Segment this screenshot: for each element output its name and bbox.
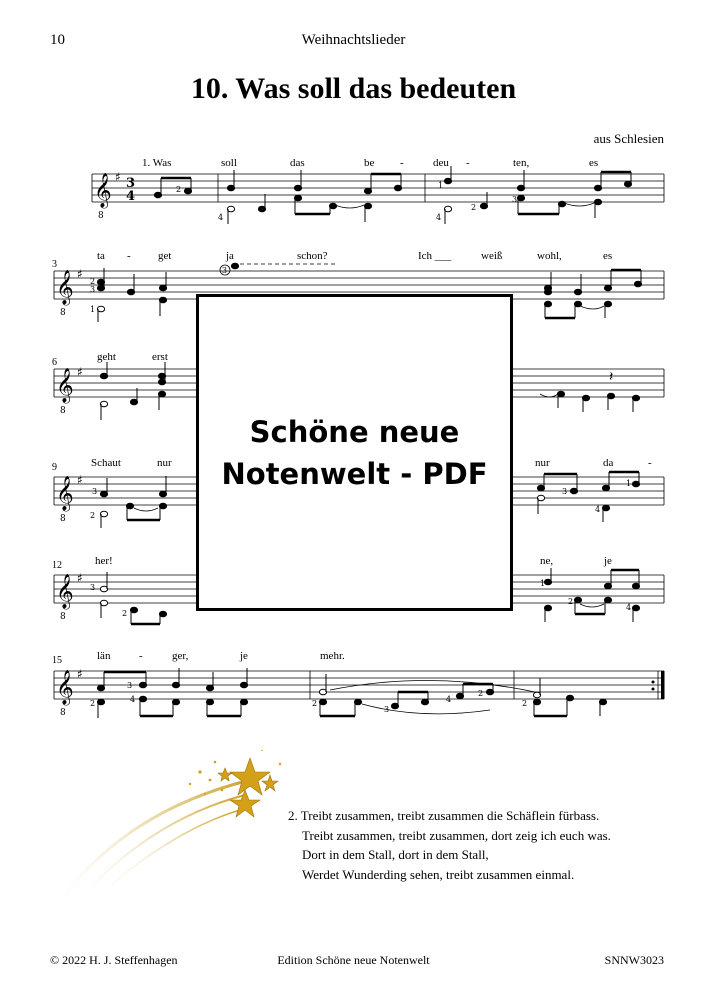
preview-watermark-box (196, 294, 513, 611)
shooting-star-icon (40, 750, 290, 920)
preview-watermark-line-2: Notenwelt - PDF (221, 456, 488, 491)
lyric-syllable: län (97, 650, 111, 662)
lyric-syllable: es (603, 250, 613, 262)
svg-text:♯: ♯ (77, 667, 83, 681)
svg-text:♯: ♯ (77, 267, 83, 281)
lyric-syllable: je (604, 555, 612, 567)
svg-text:2: 2 (90, 699, 96, 708)
lyric-syllable: - (139, 650, 143, 662)
svg-text:3: 3 (562, 487, 568, 496)
svg-text:4: 4 (218, 213, 224, 222)
measure-number: 12 (52, 560, 62, 571)
lyric-syllable: - (127, 250, 131, 262)
svg-text:2: 2 (522, 699, 528, 708)
svg-text:2: 2 (568, 597, 574, 606)
svg-text:4: 4 (446, 695, 452, 704)
lyric-syllable: Ich ___ (418, 250, 452, 262)
svg-text:♯: ♯ (77, 571, 83, 585)
footer-copyright: © 2022 H. J. Steffenhagen (50, 953, 178, 967)
svg-text:1: 1 (540, 579, 546, 588)
svg-text:4: 4 (436, 213, 442, 222)
svg-text:𝄞: 𝄞 (56, 476, 74, 511)
lyric-syllable: geht (97, 351, 116, 363)
verse-line: Treibt zusammen, treibt zusammen, dort zeig ich euch was. (302, 827, 611, 843)
preview-watermark-line-1: Schöne neue (249, 414, 460, 449)
svg-text:3: 3 (512, 195, 518, 204)
running-title: Weihnachtslieder (301, 32, 406, 48)
footer-catalog-number: SNNW3023 (604, 953, 664, 967)
svg-text:2: 2 (176, 185, 182, 194)
svg-text:4: 4 (626, 603, 632, 612)
lyric-syllable: weiß (481, 250, 503, 262)
lyric-syllable: schon? (297, 250, 328, 262)
page-number: 10 (50, 32, 65, 48)
lyric-syllable: - (466, 157, 470, 169)
svg-text:♯: ♯ (77, 473, 83, 487)
song-origin: aus Schlesien (593, 131, 664, 146)
lyric-syllable: ger, (172, 650, 189, 662)
svg-text:2: 2 (90, 277, 96, 286)
svg-text:1: 1 (626, 479, 632, 488)
lyric-syllable: mehr. (320, 650, 345, 662)
svg-text:𝄞: 𝄞 (56, 270, 74, 305)
verse-line: 2. Treibt zusammen, treibt zusammen die Schäflein fürbass. (288, 808, 600, 823)
svg-text:1: 1 (438, 181, 444, 190)
svg-text:2: 2 (312, 699, 318, 708)
svg-text:8: 8 (60, 406, 66, 416)
svg-text:2: 2 (478, 689, 484, 698)
lyric-syllable: nur (157, 457, 172, 469)
svg-text:4: 4 (126, 189, 136, 204)
svg-text:♯: ♯ (115, 170, 121, 184)
svg-text:3: 3 (90, 583, 96, 592)
lyric-syllable: soll (221, 157, 237, 169)
lyric-syllable: ta (97, 250, 105, 262)
svg-text:3: 3 (222, 266, 228, 275)
lyric-syllable: wohl, (537, 250, 562, 262)
svg-text:4: 4 (595, 505, 601, 514)
lyric-syllable: erst (152, 351, 168, 363)
staff-system-6 (0, 662, 707, 724)
lyric-syllable: her! (95, 555, 113, 567)
lyric-syllable: deu (433, 157, 449, 169)
measure-number: 6 (52, 357, 57, 368)
svg-text:3: 3 (90, 285, 96, 294)
staff-system-1 (0, 164, 707, 224)
svg-text:3: 3 (127, 681, 133, 690)
lyric-syllable: ten, (513, 157, 530, 169)
svg-text:3: 3 (126, 176, 136, 191)
verse-line: Werdet Wunderding sehen, treibt zusammen einmal. (302, 866, 575, 882)
measure-number: 15 (52, 655, 62, 666)
svg-text:8: 8 (98, 211, 104, 221)
lyric-syllable: da (603, 457, 614, 469)
svg-text:♯: ♯ (77, 365, 83, 379)
lyric-syllable: ja (226, 250, 234, 262)
lyric-syllable: ne, (540, 555, 554, 567)
svg-text:4: 4 (130, 695, 136, 704)
lyric-syllable: get (158, 250, 172, 262)
svg-text:𝄞: 𝄞 (94, 173, 112, 208)
svg-text:3: 3 (384, 705, 390, 714)
svg-text:8: 8 (60, 708, 66, 718)
svg-text:1: 1 (90, 305, 96, 314)
svg-text:2: 2 (122, 609, 128, 618)
lyric-syllable: - (648, 457, 652, 469)
song-title: 10. Was soll das bedeuten (190, 72, 517, 105)
lyric-syllable: es (589, 157, 599, 169)
lyric-syllable: - (400, 157, 404, 169)
svg-text:𝄞: 𝄞 (56, 574, 74, 609)
verse-line: Dort in dem Stall, dort in dem Stall, (302, 847, 489, 862)
svg-text:8: 8 (60, 612, 66, 622)
lyric-syllable: 1. Was (142, 157, 172, 169)
lyric-syllable: Schaut (91, 457, 121, 469)
svg-text:2: 2 (471, 203, 477, 212)
lyric-syllable: nur (535, 457, 550, 469)
lyric-syllable: je (240, 650, 248, 662)
measure-number: 9 (52, 462, 57, 473)
footer-edition: Edition Schöne neue Notenwelt (277, 953, 430, 967)
svg-text:𝄽: 𝄽 (609, 369, 614, 385)
svg-text:8: 8 (60, 514, 66, 524)
svg-text:3: 3 (92, 487, 98, 496)
lyric-syllable: das (290, 157, 305, 169)
svg-text:𝄞: 𝄞 (56, 368, 74, 403)
measure-number: 3 (52, 259, 57, 270)
svg-text:𝄞: 𝄞 (56, 670, 74, 705)
svg-text:2: 2 (90, 511, 96, 520)
svg-text:8: 8 (60, 308, 66, 318)
lyric-syllable: be (364, 157, 375, 169)
verse-2 (288, 806, 611, 884)
